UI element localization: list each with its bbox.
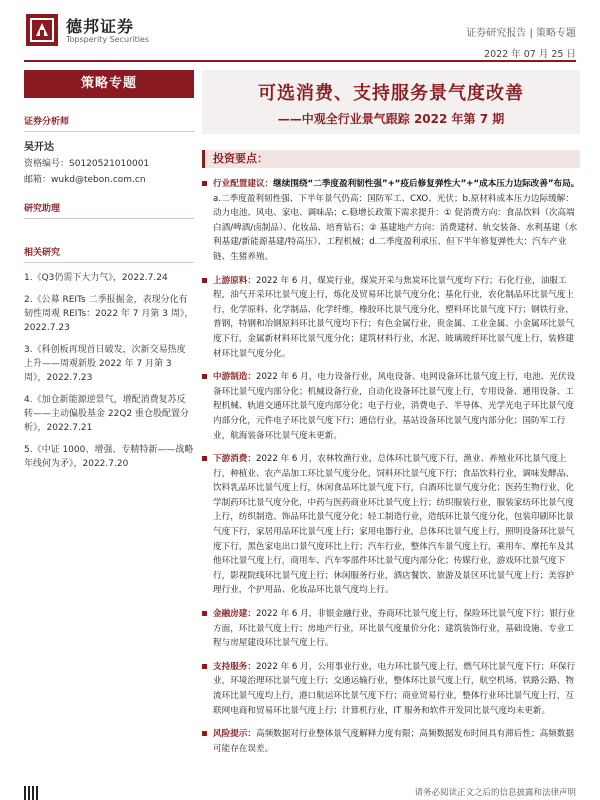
section-label: 行业配置建议： <box>213 179 274 189</box>
related-heading: 相关研究 <box>24 248 61 258</box>
section-body: a.二季度盈利韧性强、下半年景气仍高：国防军工、CXO、光伏；b.原材料成本压力边际缓解：动力电池、风电、家电、调味品；c.稳增长政策下需求提升：① 促消费方向：食品饮料（次高端白酒/啤酒/卤制品）、化妆品、培育钻石；② 基建地产方向：消费建材、轨交装备、水利基建（水利基建/新能源基建/特高压）、工程机械；d.二季度盈利承压、但下半年修复弹性大：汽车产业链、生猪养殖。 <box>213 193 578 262</box>
section-label: 上游原料： <box>213 275 256 286</box>
analyst-name: 吴开达 <box>24 142 54 153</box>
bullet-icon <box>202 611 207 616</box>
disclaimer-text: 请务必阅读正文之后的信息披露和法律声明 <box>414 788 576 798</box>
section-risk <box>202 727 580 756</box>
section-divider <box>24 262 194 263</box>
logo-emblem-icon <box>26 14 58 46</box>
report-type: 证券研究报告 | 策略专题 <box>466 28 576 39</box>
assistant-heading: 研究助理 <box>24 204 61 214</box>
page-footer <box>24 786 576 800</box>
company-name-cn: 德邦证券 <box>66 17 135 36</box>
section-allocation <box>202 177 580 265</box>
section-label: 支持服务： <box>213 661 256 672</box>
section-highlight: 继续围绕“二季度盈利韧性强”+“疫后修复弹性大”+“成本压力边际改善”布局。 <box>273 179 580 189</box>
related-item[interactable]: 4.《加仓新能源逆景气，增配消费复苏反转——主动偏股基金 22Q2 重仓股配置分析》，2022.7.21 <box>24 395 189 433</box>
related-item[interactable]: 3.《科创板再现首日破发，次新交易热度上升——周观新股 2022 年 7 月第 3 周》，2022.7.23 <box>24 345 186 383</box>
section-label: 中游制造： <box>213 372 256 383</box>
section-divider <box>24 218 194 219</box>
title-block <box>202 70 580 134</box>
main-content <box>202 70 580 800</box>
bullet-icon <box>202 456 207 461</box>
bullet-icon <box>202 374 207 379</box>
section-body: 2022 年 6 月，非银金融行业，券商环比景气度上行，保险环比景气度下行；银行业方面，环比景气度上行；房地产行业，环比景气度量价分化；建筑装饰行业，基础设施、专业工程与房屋建设环比景气度上行。 <box>213 609 576 649</box>
section-downstream <box>202 452 580 598</box>
page-subtitle: ——中观全行业景气跟踪 2022 年第 7 期 <box>277 112 505 126</box>
bullet-icon <box>202 278 207 283</box>
header-divider <box>24 60 576 62</box>
sidebar <box>24 70 194 800</box>
section-body: 2022 年 6 月，电力设备行业，风电设备、电网设备环比景气度上行，电池、光伏设备环比景气度内部分化；机械设备行业，自动化设备环比景气度上行，专用设备、通用设备、工程机械、轨道交通环比景气度内部分化；电子行业，消费电子、半导体、光学光电子环比景气度内部分化，元件电子环比景气度下行；通信行业，基站设备环比景气度内部分化；国防军工行业，航海装备环比景气度未更新。 <box>213 372 576 441</box>
section-finance-realestate <box>202 607 580 651</box>
bullet-icon <box>202 181 207 186</box>
section-body: 2022 年 6 月，公用事业行业，电力环比景气度上行，燃气环比景气度下行；环保行业，环境治理环比景气度上行；交通运输行业，整体环比景气度上行，航空机场、铁路公路、物流环比景气度均上行，港口航运环比景气度下行；商业贸易行业，整体行业环比景气度上行，互联网电商和贸易环比景气度上行；计算机行业，IT 服务和软件开发同比景气度均未更新。 <box>213 661 576 716</box>
section-upstream <box>202 274 580 362</box>
related-item[interactable]: 1.《Q3仍需下大力气》，2022.7.24 <box>24 273 168 283</box>
section-label: 金融房建： <box>213 609 256 620</box>
bullet-icon <box>202 664 207 669</box>
related-item[interactable]: 2.《公募 REITs 二季报掘金，表现分化有韧性周观 REITs：2022 年 7 月第 3 周》，2022.7.23 <box>24 295 194 333</box>
analyst-heading: 证券分析师 <box>24 117 70 127</box>
report-date: 2022 年 07 月 25 日 <box>484 49 576 60</box>
analyst-email[interactable]: 邮箱：wukd@tebon.com.cn <box>24 175 146 185</box>
qr-code-icon <box>24 786 40 800</box>
section-label: 风险提示： <box>213 729 256 740</box>
related-item[interactable]: 5.《中证 1000、增强、专精特新——战略年线何为矛》，2022.7.20 <box>24 445 194 469</box>
analyst-cert: 资格编号：S0120521010001 <box>24 159 150 169</box>
bullet-icon <box>202 731 207 736</box>
report-header <box>0 0 600 62</box>
section-body: 2022 年 6 月，农林牧渔行业，总体环比景气度下行，渔业、养殖业环比景气度上行，种植业、农产品加工环比景气度分化，饲料环比景气度下行；食品饮料行业，调味发酵品、饮料乳品环比景气度上行，休闲食品环比景气度下行，白酒环比景气度分化；医药生物行业，化学制药环比景气度分化，中药与医药商业环比景气度上行；纺织服装行业，服装家纺环比景气度上行，纺织制造、饰品环比景气度分化；轻工制造行业，造纸环比景气度分化，包装印刷环比景气度下行，家居用品环比景气度上行；家用电器行业，总体环比景气度上行，照明设备环比景气度下行，黑色家电出口景气度环比上行；汽车行业，整体汽车景气度上行，乘用车、摩托车及其他环比景气度上行，商用车、汽车零部件环比景气度内部分化；传媒行业，游戏环比景气度下行，影视院线环比景气度上行；休闲服务行业，酒店餐饮、旅游及景区环比景气度上行；美容护理行业，个护用品、化妆品环比景气度均上行。 <box>213 454 574 596</box>
section-label: 下游消费： <box>213 454 256 465</box>
section-support-services <box>202 660 580 718</box>
page-title: 可选消费、支持服务景气度改善 <box>258 83 524 104</box>
section-body: 2022 年 6 月，煤炭行业，煤炭开采与焦炭环比景气度均下行；石化行业，油服工程，油气开采环比景气度上行，炼化及贸易环比景气度分化；基化行业，农化制品环比景气度上行，化学原料、化学制品、化学纤维，橡胶环比景气度分化，塑料环比景气度下行；钢铁行业，普钢，特钢和冶钢原料环比景气度均下行；有色金属行业，贵金属、工业金属、小金属环比景气度下行，金属新材料环比景气度分化；建筑材料行业，水泥、玻璃玻纤环比景气度上行，装修建材环比景气度分化。 <box>213 275 574 359</box>
section-body: 高频数据对行业整体景气度解释力度有限；高频数据发布时间具有滞后性；高频数据可能存在误差。 <box>213 729 574 754</box>
company-name-en: Topsperity Securities <box>66 35 150 44</box>
section-divider <box>24 131 194 132</box>
investment-points-heading: 投资要点： <box>202 150 580 168</box>
strategy-badge: 策略专题 <box>24 70 194 98</box>
company-logo <box>26 14 58 46</box>
section-midstream <box>202 370 580 443</box>
